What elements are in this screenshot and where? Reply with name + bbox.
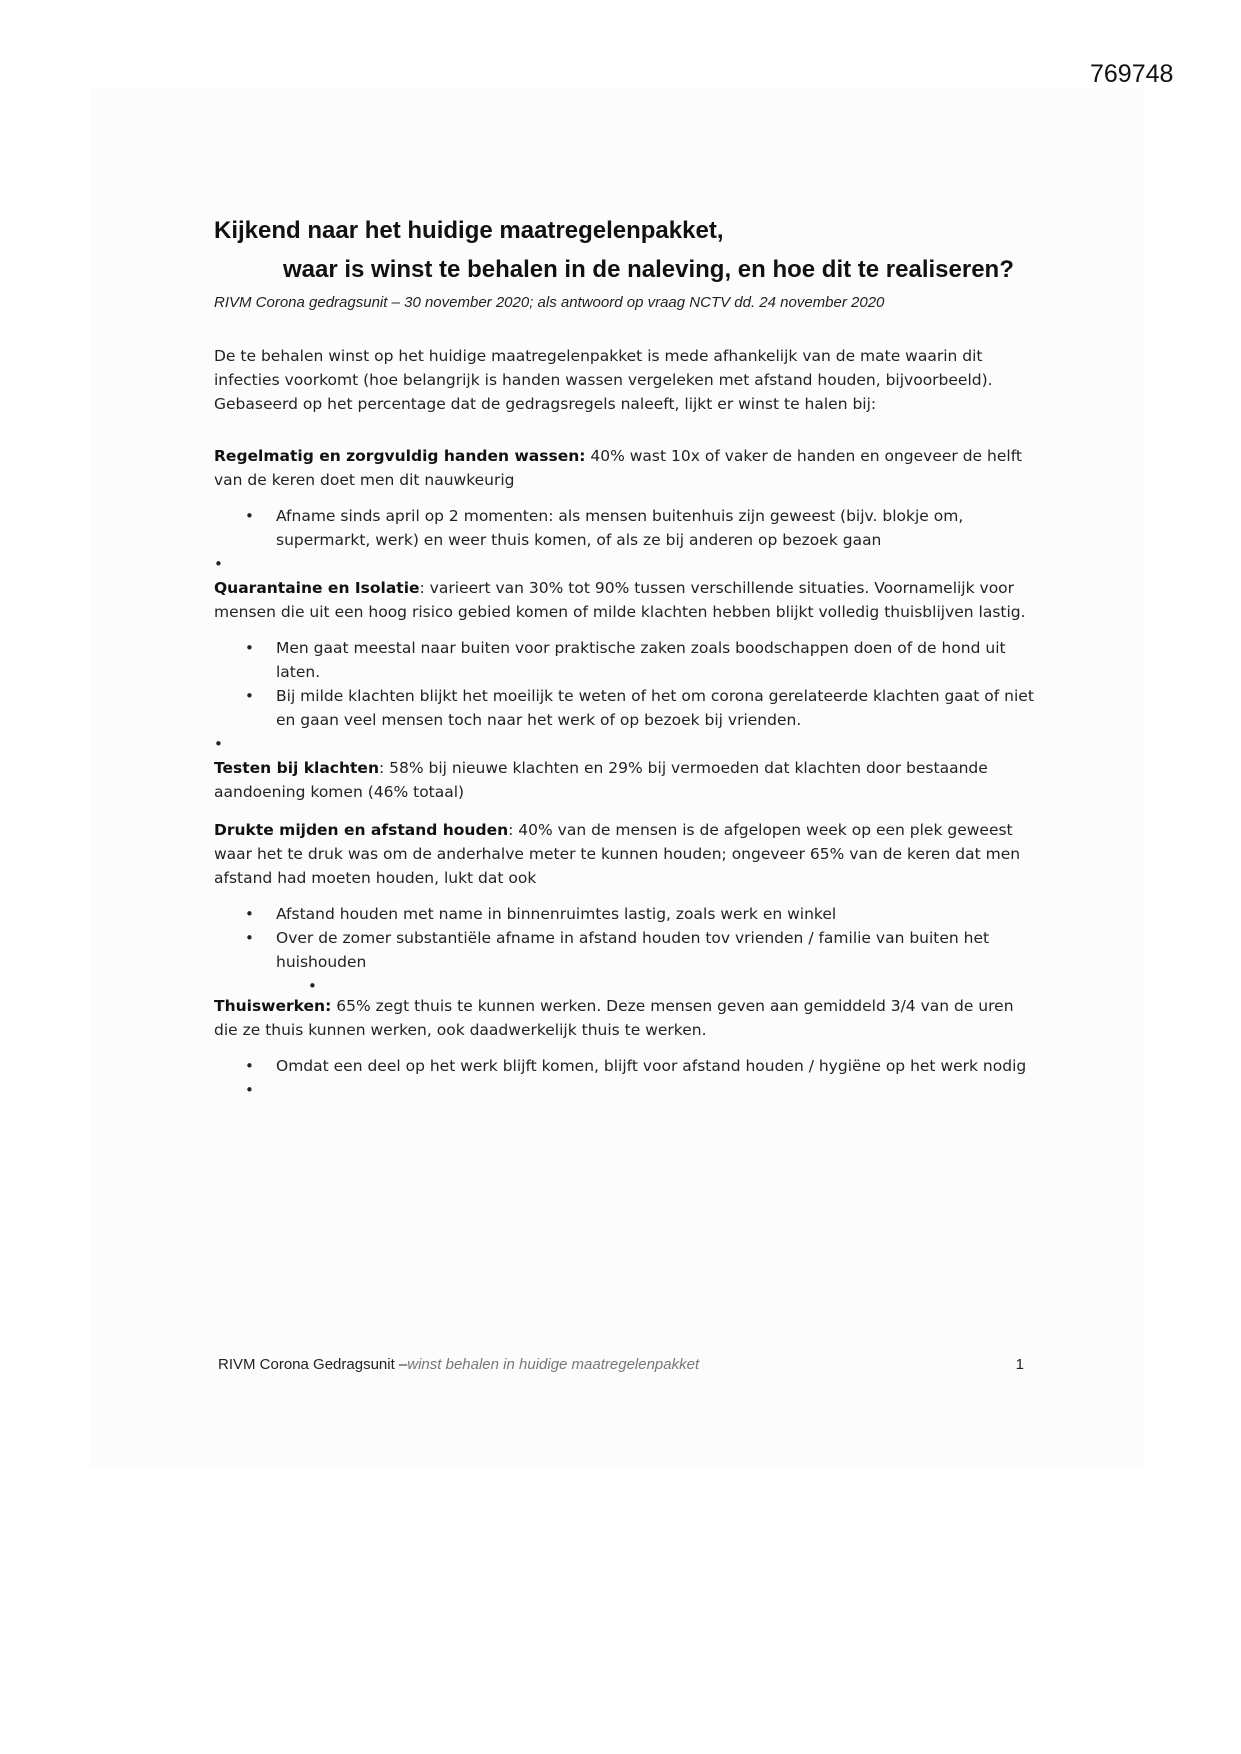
list-item: • Omdat een deel op het werk blijft komen, blijft voor afstand houden / hygiëne op het werk nodig [214, 1054, 1034, 1078]
section-text: : 40% van de mensen is de afgelopen week op een plek geweest waar het te druk was om de anderhalve meter te kunnen houden; ongeveer 65% van de keren dat men afstand had moeten houden, lukt dat ook [214, 821, 1021, 887]
section-heading: Quarantaine en Isolatie [214, 579, 420, 597]
subtitle: RIVM Corona gedragsunit – 30 november 2020; als antwoord op vraag NCTV dd. 24 november 2020 [214, 294, 885, 311]
footer-doc-title: winst behalen in huidige maatregelenpakket [407, 1356, 700, 1373]
section-homework [214, 994, 1034, 1042]
document-id: 769748 [1090, 60, 1174, 88]
list-item: • Afstand houden met name in binnenruimtes lastig, zoals werk en winkel [214, 902, 1034, 926]
empty-bullet: • [214, 735, 223, 753]
section-heading: Testen bij klachten [214, 759, 379, 777]
section-text: : varieert van 30% tot 90% tussen verschillende situaties. Voornamelijk voor mensen die uit een hoog risico gebied komen of milde klachten hebben blijkt volledig thuisblijven lastig. [214, 579, 1026, 621]
section-quarantine [214, 576, 1034, 624]
list-item: • Afname sinds april op 2 momenten: als mensen buitenhuis zijn geweest (bijv. blokje om, supermarkt, werk) en weer thuis komen, of als ze bij anderen op bezoek gaan [214, 504, 1034, 552]
page-number: 1 [1015, 1356, 1024, 1373]
empty-bullet: • [214, 555, 223, 573]
empty-bullet: • [245, 1081, 254, 1099]
list-item: • Over de zomer substantiële afname in afstand houden tov vrienden / familie van buiten het huishouden [214, 926, 1034, 974]
section-handwashing [214, 444, 1034, 492]
section-heading: Drukte mijden en afstand houden [214, 821, 509, 839]
section-text: 40% wast 10x of vaker de handen en ongeveer de helft van de keren doet men dit nauwkeurig [214, 447, 1022, 489]
section-heading: Thuiswerken: [214, 997, 332, 1015]
section-heading: Regelmatig en zorgvuldig handen wassen: [214, 447, 586, 465]
section-text: 65% zegt thuis te kunnen werken. Deze mensen geven aan gemiddeld 3/4 van de uren die ze thuis kunnen werken, ook daadwerkelijk thuis te werken. [214, 997, 1014, 1039]
section-text: : 58% bij nieuwe klachten en 29% bij vermoeden dat klachten door bestaande aandoening komen (46% totaal) [214, 759, 988, 801]
bullet-list [214, 1054, 1034, 1078]
section-testing [214, 756, 1034, 804]
bullet-list [214, 504, 1034, 552]
title-line-1: Kijkend naar het huidige maatregelenpakket, [214, 217, 724, 244]
section-distance [214, 818, 1034, 890]
document-body [214, 344, 1034, 1102]
bullet-list [214, 636, 1034, 732]
list-item: • Men gaat meestal naar buiten voor praktische zaken zoals boodschappen doen of de hond uit laten. [214, 636, 1034, 684]
empty-bullet: • [308, 977, 317, 995]
bullet-list [214, 902, 1034, 974]
intro-paragraph: De te behalen winst op het huidige maatregelenpakket is mede afhankelijk van de mate waarin dit infecties voorkomt (hoe belangrijk is handen wassen vergeleken met afstand houden, bijvoorbeeld). Gebaseerd op het percentage dat de gedragsregels naleeft, lijkt er winst te halen bij: [214, 347, 993, 413]
page-footer [218, 1356, 1030, 1373]
title-line-2: waar is winst te behalen in de naleving, en hoe dit te realiseren? [283, 256, 1014, 283]
footer-org: RIVM Corona Gedragsunit – [218, 1356, 408, 1373]
list-item: • Bij milde klachten blijkt het moeilijk te weten of het om corona gerelateerde klachten gaat of niet en gaan veel mensen toch naar het werk of op bezoek bij vrienden. [214, 684, 1034, 732]
